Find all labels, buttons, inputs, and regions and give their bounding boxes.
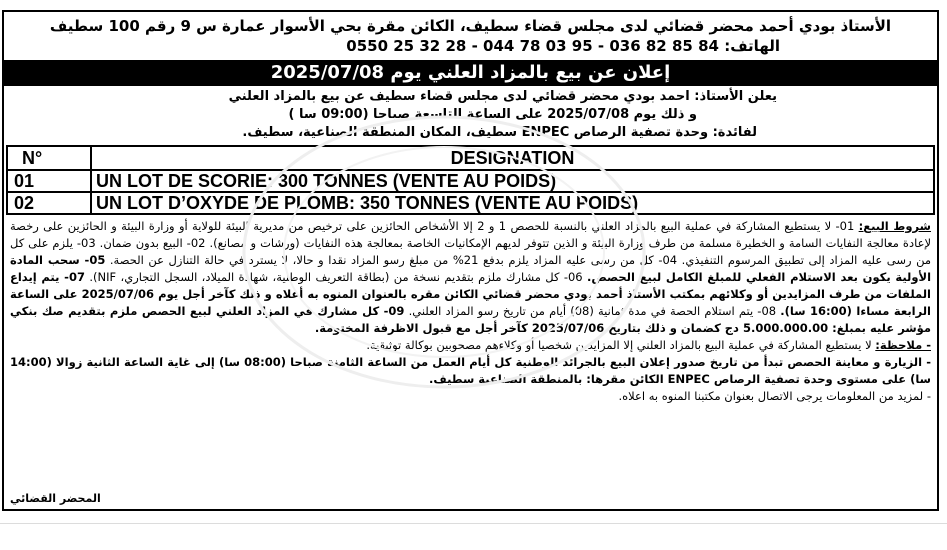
lot-number: 02 xyxy=(7,192,91,214)
lot-designation: UN LOT D’OXYDE DE PLOMB: 350 TONNES (VENTE AU POIDS) xyxy=(91,192,934,214)
table-row xyxy=(7,192,934,214)
lot-number: 01 xyxy=(7,170,91,192)
bailiff-address: الأستاذ بودي أحمد محضر قضائي لدى مجلس قضاء سطيف، الكائن مقرة بحي الأسوار عمارة س 9 رقم 100 سطيف xyxy=(49,17,892,35)
bailiff-header xyxy=(4,12,937,56)
conditions-text-9: 09- كل مشارك في المزاد العلني لبيع الحصص ملزم بتقديم صك بنكي مؤشر عليه بمبلغ: 5.000.000.00 دج كضمان و ذلك بتاريخ 2025/07/06 كآخر أجل مع قبول الاظرفة المختومة. xyxy=(10,304,931,335)
lots-table xyxy=(6,145,935,215)
bailiff-phone: الهاتف: 84 85 82 036 - 95 03 78 044 - 28 32 25 0550 xyxy=(346,37,780,55)
header-number: N° xyxy=(7,146,91,170)
conditions-text-5: 05- سحب المادة الأولية يكون بعد الاستلام الفعلي للمبلغ الكامل لبيع الحصص. xyxy=(10,253,932,284)
note-text: لا يستطيع المشاركة في عملية البيع بالمزاد العلني إلا المزايدين شخصيا أو وكلاءهم مصحوبين بوكالة توثيقية. xyxy=(366,338,872,352)
conditions-text-1: 01- لا يستطيع المشاركة في عملية البيع بالمزاد العلني بالنسبة للحصص 1 و 2 إلا الأشخاص الحائزين على ترخيص من مديرية البيئة للولاية أو وزارة البيئة و الحائزين على رخصة لإعادة معالجة النفايات السامة و الخطيرة مسلمة من طرف وزارة البيئة و الذين تتوفر لديهم الإمكانيات الخاصة بمعالجة هذه النفايات (ورشات و مصانع). 02- البيع بدون ضمان. 03- يلزم على كل من رسى عليه المزاد إلى تطبيق المرسوم التنفيذي. 04- كل من رسى عليه المزاد يلزم بدفع 21% من مبلغ رسو المزاد نقدا و حالا، لا يسترد في حالة التنازل عن الحصة. xyxy=(10,219,932,267)
conditions-text-7: 07- يتم إيداع الملفات من طرف المزايدين أو وكلائهم بمكتب الأستاذ أحمد بودي محضر قضائي الكائن مقره بالعنوان المنوه به أعلاه و ذلك كآخر أجل يوم 2025/07/06 على الساعة الرابعة مساءا (16:00 سا). xyxy=(10,270,932,318)
intro-line-announcer: يعلن الأستاذ: احمد بودي محضر قضائي لدى مجلس قضاء سطيف عن بيع بالمزاد العلني xyxy=(228,89,777,104)
visit-text: - الزيارة و معاينة الحصص تبدأ من تاريخ صدور إعلان البيع بالجرائد الوطنية كل أيام العمل من الساعة الثامنة صباحا (08:00 سا) إلى غاية الساعة الثانية زوالا (14:00 سا) على مستوى وحدة تصفية الرصاص ENPEC الكائن مقرها: بالمنطقة الصناعية سطيف. xyxy=(10,355,932,386)
auction-banner: إعلان عن بيع بالمزاد العلني يوم 2025/07/08 xyxy=(4,60,937,86)
intro-line-beneficiary: لفائدة: وحدة تصفية الرصاص ENPEC سطيف، المكان المنطقة الصناعية، سطيف. xyxy=(242,125,757,140)
bottom-divider xyxy=(0,523,947,524)
signature-label: المحضر القضائي xyxy=(10,492,101,505)
sale-conditions xyxy=(4,215,937,405)
more-info-text: - لمزيد من المعلومات يرجى الاتصال بعنوان مكتبنا المنوه به اعلاه. xyxy=(618,389,931,403)
auction-intro xyxy=(4,86,937,142)
table-row xyxy=(7,170,934,192)
lot-designation: UN LOT DE SCORIE: 300 TONNES (VENTE AU POIDS) xyxy=(91,170,934,192)
conditions-text-6: 06- كل مشارك ملزم بتقديم نسخة من (بطاقة التعريف الوطنية، شهادة الميلاد، السجل التجاري، NIF). xyxy=(89,270,583,284)
header-designation: DESIGNATION xyxy=(91,146,934,170)
auction-notice xyxy=(2,10,939,511)
conditions-title: شروط البيع: xyxy=(858,219,931,233)
table-header-row xyxy=(7,146,934,170)
intro-line-datetime: و ذلك يوم 2025/07/08 على الساعة التاسعة صباحا (09:00 سا ) xyxy=(288,107,697,122)
note-title: - ملاحظة: xyxy=(875,338,931,352)
conditions-text-8: 08- يتم استلام الحصة في مدة ثمانية (08) أيام من تاريخ رسو المزاد العلني. xyxy=(408,304,777,318)
